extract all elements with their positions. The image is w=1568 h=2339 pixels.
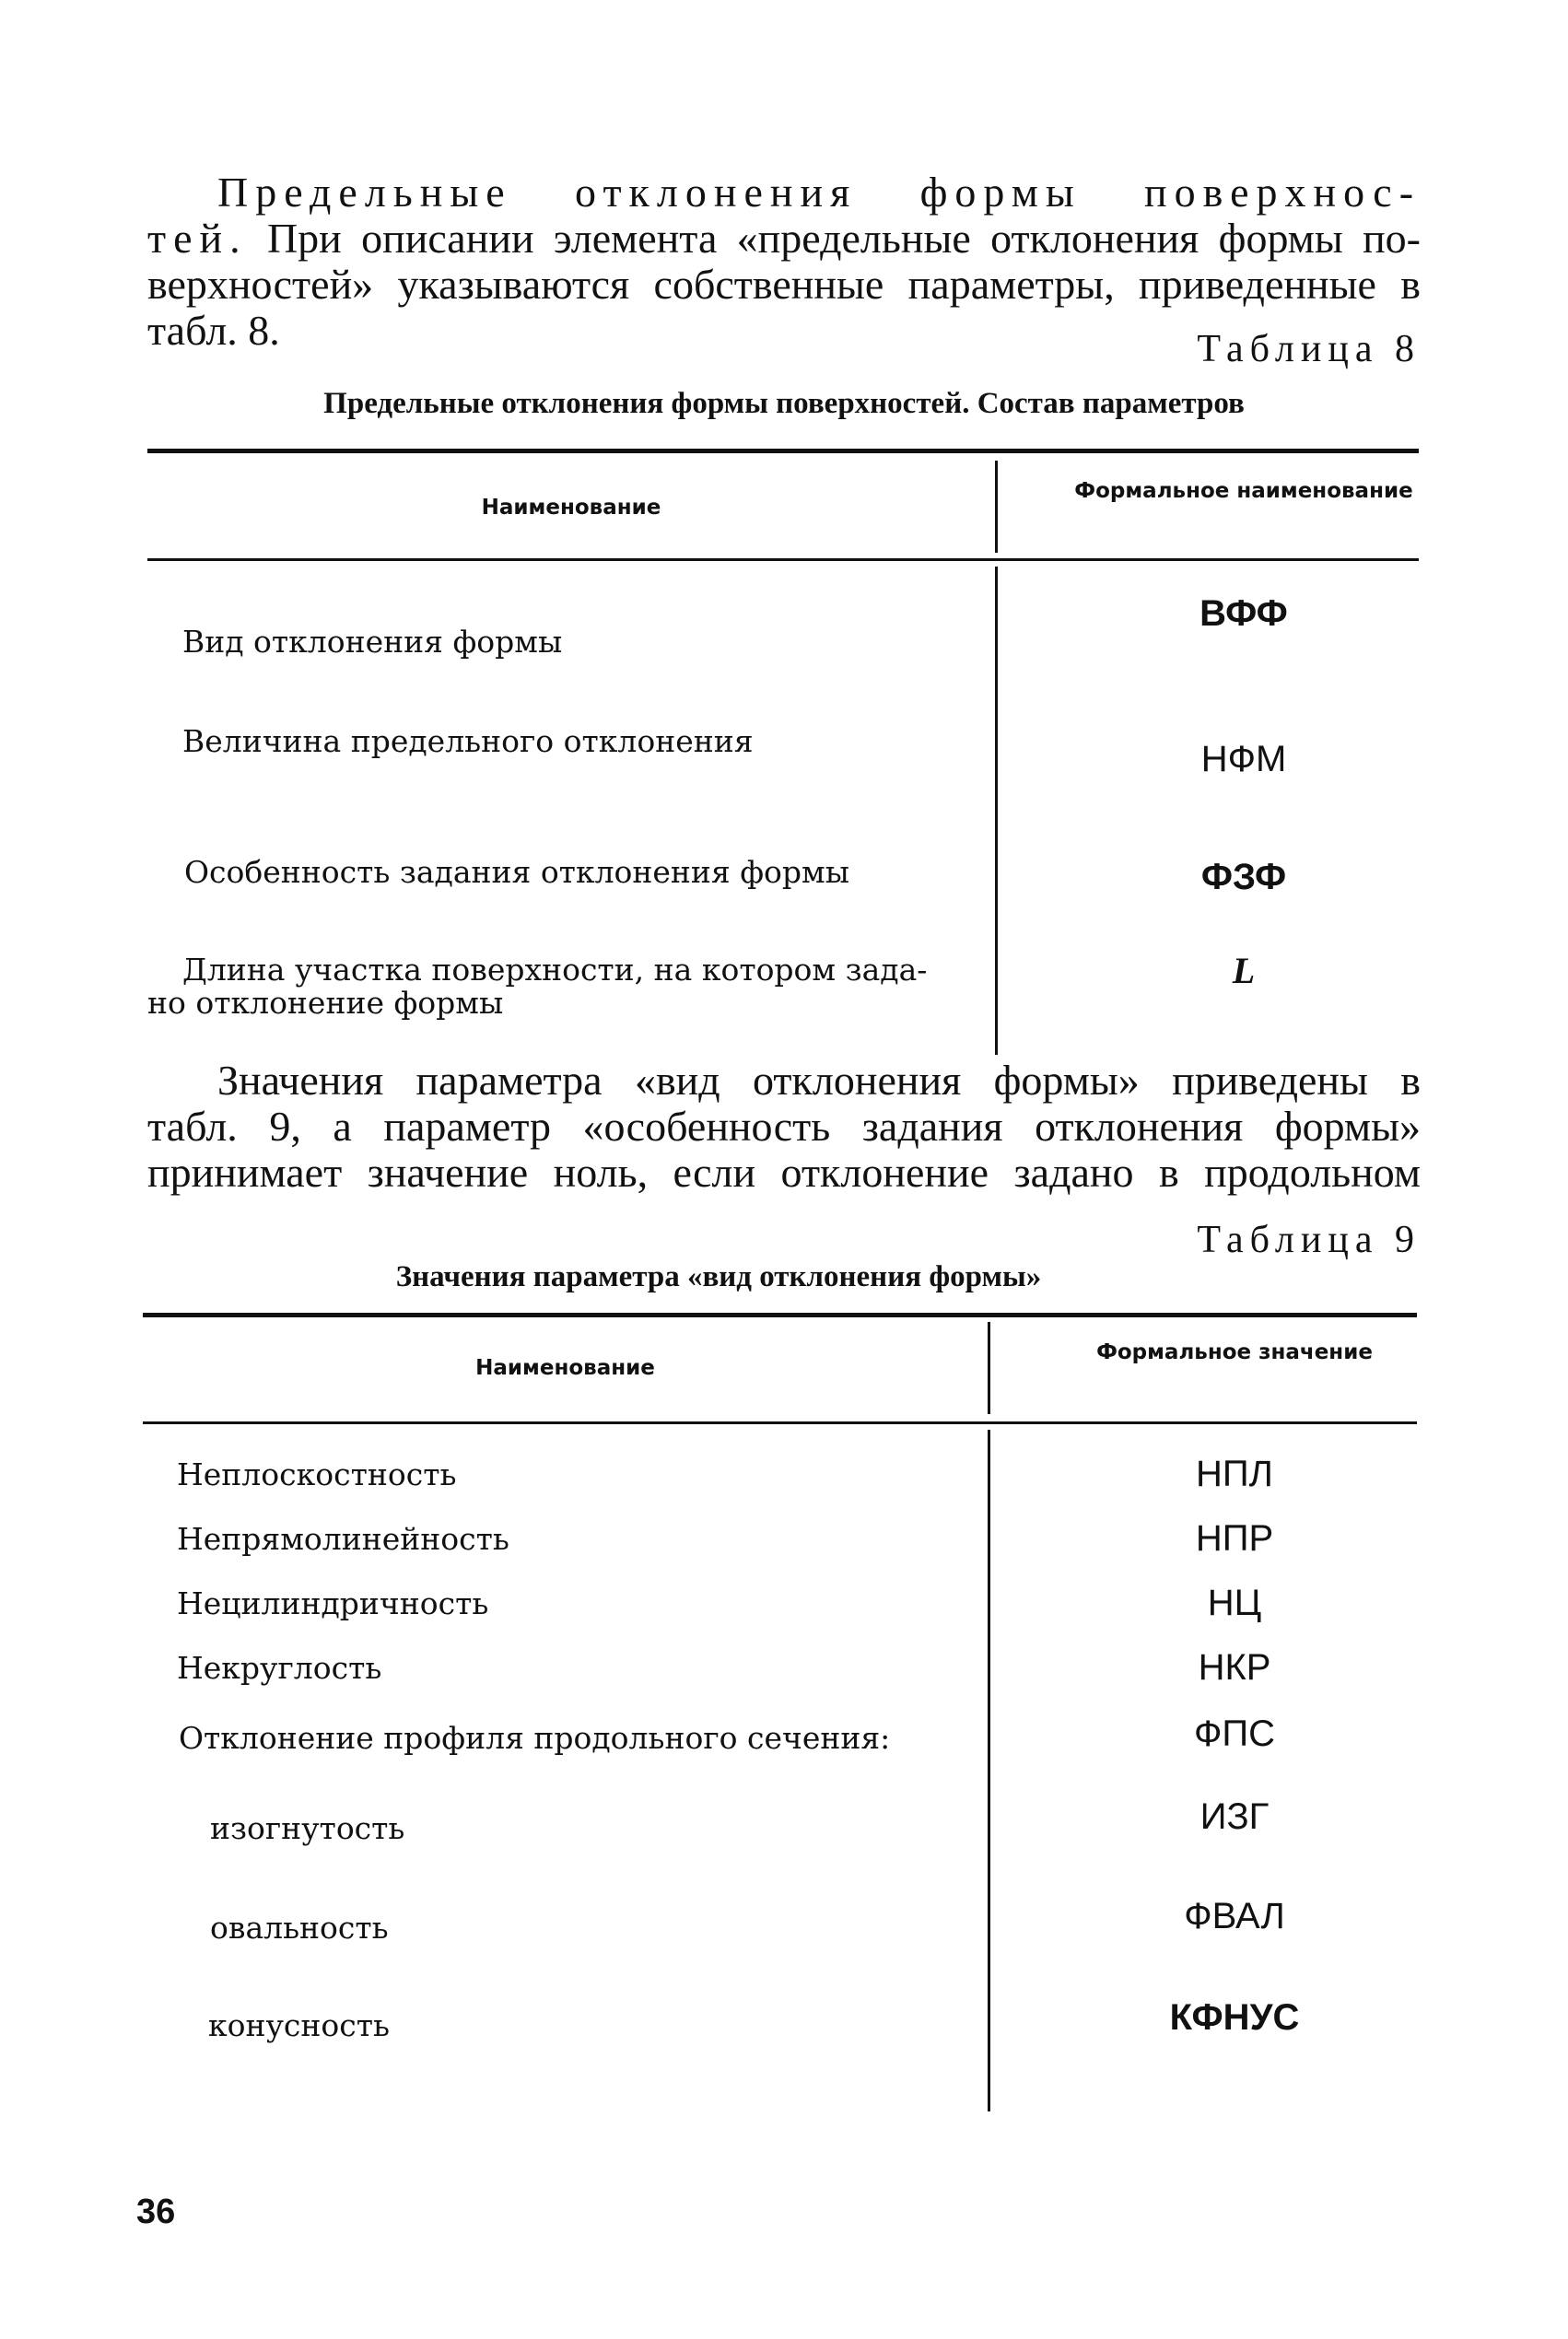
intro-text: При описании элемента «предельные отклонения формы по-: [266, 215, 1421, 262]
middle-line-1: Значения параметра «вид отклонения формы» приведены в: [217, 1057, 1421, 1104]
table8-row-name: Особенность задания отклонения формы: [184, 854, 849, 890]
table9-row-name: Нецилиндричность: [177, 1585, 489, 1621]
heading-word: отклонения: [575, 169, 858, 216]
table8-body-divider: [995, 567, 998, 1055]
table9-row-name: Неплоскостность: [177, 1456, 457, 1492]
intro-line-2: верхностей» указываются собственные параметры, приведенные в: [147, 261, 1421, 308]
table9-header-divider: [988, 1322, 990, 1414]
table9-number: Таблица 9: [1197, 1219, 1421, 1261]
table8-row-name: Длина участка поверхности, на котором зада-: [182, 952, 928, 988]
table9-header-rule: [143, 1421, 1417, 1424]
table9-row-name: Некруглость: [177, 1650, 382, 1686]
table9-row-name: конусность: [208, 2007, 390, 2043]
table9-row-code: НПЛ: [1196, 1454, 1273, 1494]
table8-row-name: но отклонение формы: [147, 985, 504, 1021]
table8-row-name: Вид отклонения формы: [182, 624, 563, 660]
intro-heading-line: [147, 170, 1421, 216]
table9-row-code: НКР: [1198, 1647, 1271, 1688]
table9-body-divider: [988, 1430, 990, 2111]
table8-row-code: L: [1232, 950, 1256, 991]
table8-header-name: Наименование: [481, 496, 661, 520]
table9-header-formal: Формальное значение: [1096, 1340, 1373, 1364]
table9-row-code: ФПС: [1193, 1713, 1276, 1754]
table9-row-name: Отклонение профиля продольного сечения:: [179, 1720, 891, 1756]
table9-title: Значения параметра «вид отклонения формы»: [395, 1260, 1042, 1293]
table9-row-code: КФНУС: [1169, 1997, 1300, 2038]
table9-row-code: НПР: [1195, 1518, 1274, 1559]
table8-row-code: ФЗФ: [1200, 857, 1287, 897]
middle-line-3: принимает значение ноль, если отклонение задано в продольном: [147, 1149, 1421, 1196]
table9-row-name: Непрямолинейность: [177, 1521, 509, 1557]
heading-word: Предельные: [217, 169, 512, 216]
page-number: 36: [136, 2193, 176, 2231]
intro-paragraph: [147, 170, 1421, 354]
table8-header-divider: [995, 461, 998, 553]
heading-tail: тей.: [147, 215, 248, 262]
table9-row-code: ФВАЛ: [1184, 1896, 1285, 1936]
table8-top-rule: [147, 449, 1419, 453]
table9-header-name: Наименование: [475, 1356, 655, 1380]
table9-row-name: изогнутость: [210, 1810, 405, 1846]
middle-paragraph: [147, 1058, 1421, 1196]
table9-row-code: ИЗГ: [1199, 1796, 1270, 1837]
table9-top-rule: [143, 1313, 1417, 1317]
table8-title: Предельные отклонения формы поверхностей. Состав параметров: [323, 387, 1245, 420]
table8-number: Таблица 8: [1197, 328, 1421, 370]
table8-row-code: НФМ: [1200, 739, 1287, 779]
heading-word: поверхнос-: [1144, 169, 1422, 216]
middle-line-2: табл. 9, а параметр «особенность задания отклонения формы»: [147, 1103, 1421, 1150]
table9-row-code: НЦ: [1207, 1583, 1262, 1623]
table9-row-name: овальность: [210, 1910, 389, 1946]
intro-line-3: табл. 8.: [147, 307, 280, 354]
table8-header-rule: [147, 558, 1419, 561]
table8-header-formal: Формальное наименование: [1074, 479, 1413, 503]
intro-line-1: [147, 216, 1421, 262]
heading-word: формы: [919, 169, 1082, 216]
table8-row-code: ВФФ: [1199, 593, 1288, 634]
table8-row-name: Величина предельного отклонения: [182, 723, 754, 759]
